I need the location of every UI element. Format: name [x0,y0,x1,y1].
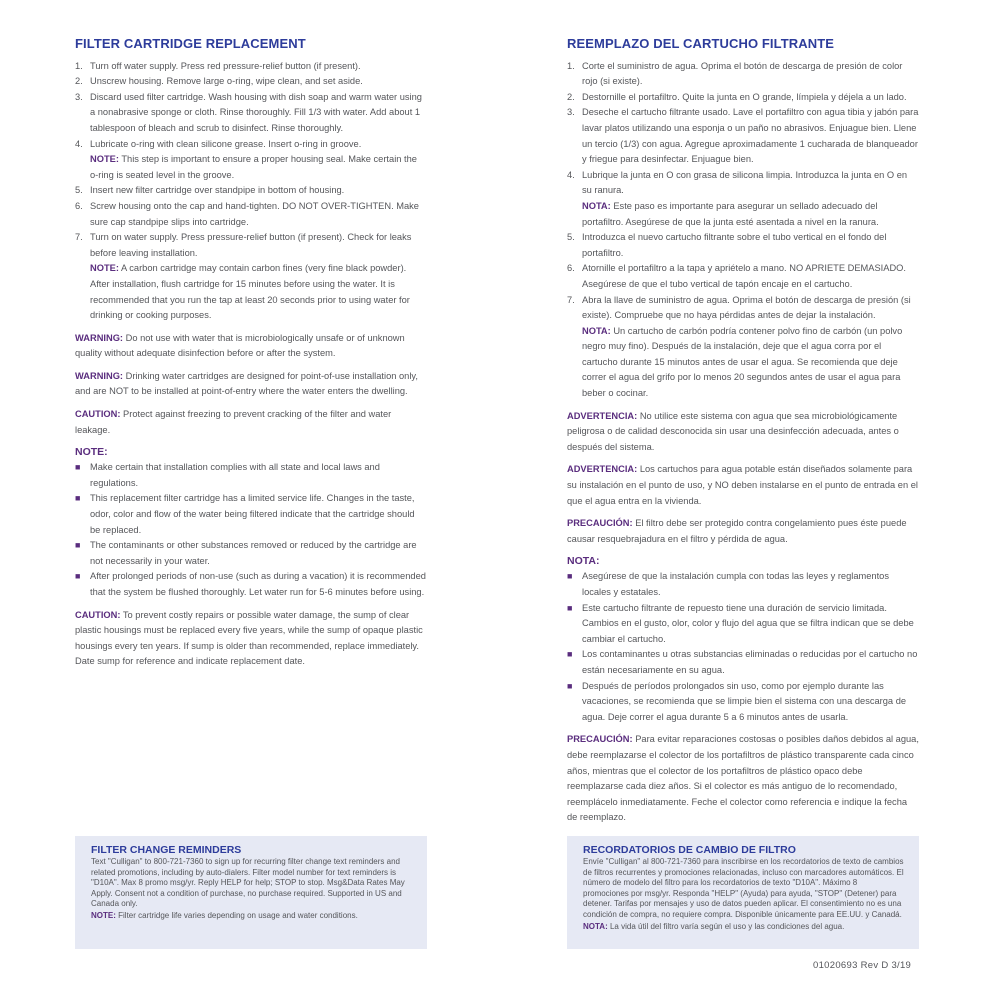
square-bullet-icon: ■ [567,649,573,660]
note-bullet-item: ■ The contaminants or other substances removed or reduced by the cartridge are not necessarily in your water. [75,538,427,569]
warning-paragraph: WARNING: Do not use with water that is microbiologically unsafe or of unknown quality without adequate disinfection before or after the system. [75,332,405,359]
english-notes-list [75,460,427,600]
caution-paragraph: CAUTION: To prevent costly repairs or possible water damage, the sump of clear plastic housings must be replaced every five years, while the sump of opaque plastic housings every ten years. If sump is older than recommended, replace immediately. Date sump for reference and indicate replacement date. [75,609,423,667]
square-bullet-icon: ■ [567,602,573,613]
step-item: 7. Abra la llave de suministro de agua. Oprima el botón de descarga de presión (si existe). Compruebe que no haya pérdidas antes de dejar la instalación. NOTA: Un cartucho de carbón podría contener polvo fino de carbón (un polvo negro muy fino). Después de la instalación, deje que el agua corra por el cartucho durante 15 minutos antes de usar el agua. Se recomienda que deje correr el agua del grifo por lo menos 20 segundos antes de usar el agua para beber o cocinar. [567,294,911,399]
note-bullet-item: ■ After prolonged periods of non-use (such as during a vacation) it is recommended that the system be flushed thoroughly. Let water run for 5-6 minutes before using. [75,569,427,600]
english-column [75,36,427,670]
spanish-title: REEMPLAZO DEL CARTUCHO FILTRANTE [567,36,835,51]
english-steps-list [75,59,427,324]
note-text: Este paso es importante para asegurar un sellado adecuado del portafiltro. Asegúrese de que la junta esté asentada a nivel en la ranura. [582,200,879,227]
reminder-text: Text "Culligan" to 800-721-7360 to sign up for recurring filter change text reminders and related promotions, including by auto-dialers. Filter model number for text reminders is "D10A". Max 8 promo msg/yr. Reply HELP for help; STOP to stop. Msg&Data Rates May Apply. Consent not a condition of purchase, no purchase required. Supported in US and Canada only. [91,857,405,909]
square-bullet-icon: ■ [567,571,573,582]
note-text: Un cartucho de carbón podría contener polvo fino de carbón (un polvo negro muy fino). Después de la instalación, deje que el agua corra por el cartucho durante 15 minutos antes de usar el agua. Se recomienda que deje correr el agua del grifo por lo menos 20 segundos antes de usar el agua para beber o cocinar. [582,325,903,399]
note-heading: NOTE: [75,446,108,459]
square-bullet-icon: ■ [75,540,81,551]
note-text: This step is important to ensure a proper housing seal. Make certain the o-ring is seated level in the groove. [90,154,417,180]
step-item: 1. Turn off water supply. Press red pressure-relief button (if present). [75,60,361,71]
spanish-steps-list [567,59,919,402]
step-item: 6. Atornille el portafiltro a la tapa y apriételo a mano. NO APRIETE DEMASIADO. Asegúrese de que el tubo vertical de tapón encaje en el cartucho. [567,263,906,289]
step-text: Turn on water supply. Press pressure-relief button (if present). Check for leaks before leaving installation. [90,232,412,258]
note-bullet-item: ■ Después de períodos prolongados sin uso, como por ejemplo durante las vacaciones, se recomienda que se limpie bien el sistema con una descarga de agua. Deje correr el agua durante 5 a 6 minutos antes de usarla. [567,679,919,726]
english-reminder-box [75,836,427,949]
warning-paragraph: ADVERTENCIA: Los cartuchos para agua potable están diseñados solamente para su instalación en el punto de uso, y NO deben instalarse en el punto de entrada en el que el agua entra en la vivienda. [567,464,918,506]
note-bullet-item: ■ Make certain that installation complies with all state and local laws and regulations. [75,460,427,491]
step-item: 7. Turn on water supply. Press pressure-relief button (if present). Check for leaks before leaving installation. NOTE: A carbon cartridge may contain carbon fines (very fine black powder). After installation, flush cartridge for 15 minutes before using the water. It is recommended that you run the tap at least 20 seconds prior to using water for drinking or cooking purposes. [75,232,412,321]
reminder-note: NOTA: La vida útil del filtro varía según el uso y las condiciones del agua. [583,921,845,931]
square-bullet-icon: ■ [75,571,81,582]
step-item: 6. Screw housing onto the cap and hand-tighten. DO NOT OVER-TIGHTEN. Make sure cap standpipe slips into cartridge. [75,200,419,227]
caution-paragraph: CAUTION: Protect against freezing to prevent cracking of the filter and water leakage. [75,409,392,435]
warning-paragraph: ADVERTENCIA: No utilice este sistema con agua que sea microbiológicamente peligrosa o de calidad desconocida sin usar una desinfección adecuada, antes o después del sistema. [567,410,899,452]
note-bullet-item: ■ Este cartucho filtrante de repuesto tiene una duración de servicio limitada. Cambios en el gusto, olor, color y flujo del agua que se filtra indican que se debe cambiar el cartucho. [567,601,919,648]
note-bullet-item: ■ This replacement filter cartridge has a limited service life. Changes in the taste, odor, color and flow of the water being filtered indicate that the cartridge should be replaced. [75,491,427,538]
reminder-title: RECORDATORIOS DE CAMBIO DE FILTRO [583,844,796,856]
spanish-notes-list [567,569,919,725]
step-item: 3. Discard used filter cartridge. Wash housing with dish soap and warm water using a nonabrasive sponge or cloth. Rinse thoroughly. Fill 1/3 with water. Add about 1 tablespoon of bleach and scrub to disinfect. Rinse thoroughly. [75,91,422,133]
caution-paragraph: PRECAUCIÓN: El filtro debe ser protegido contra congelamiento pues éste puede causar resquebrajadura en el filtro y pérdida de agua. [567,518,907,544]
warning-paragraph: WARNING: Drinking water cartridges are designed for point-of-use installation only, and are NOT to be installed at point-of-entry where the water enters the dwelling. [75,370,418,397]
step-text: Lubricate o-ring with clean silicone grease. Insert o-ring in groove. [90,138,362,149]
note-label: NOTA: [582,200,611,211]
spanish-column [567,36,919,826]
document-code: 01020693 Rev D 3/19 [813,960,912,971]
note-heading: NOTA: [567,555,600,568]
step-item: 4. Lubrique la junta en O con grasa de silicona limpia. Introduzca la junta en O en su ranura. NOTA: Este paso es importante para asegurar un sellado adecuado del portafiltro. Asegúrese de que la junta esté asentada a nivel en la ranura. [567,169,908,227]
square-bullet-icon: ■ [75,493,81,504]
note-label: NOTA: [582,325,611,336]
note-label: NOTE: [90,154,119,165]
step-item: 2. Destornille el portafiltro. Quite la junta en O grande, límpiela y déjela a un lado. [567,91,907,102]
step-text: Abra la llave de suministro de agua. Oprima el botón de descarga de presión (si existe). Compruebe que no haya pérdidas antes de dejar la instalación. [582,294,911,321]
square-bullet-icon: ■ [75,462,81,473]
step-item: 3. Deseche el cartucho filtrante usado. Lave el portafiltro con agua tibia y jabón para lavar platos utilizando una esponja o un paño no abrasivos. Enjuague bien. Llene un tercio (1/3) con agua. Agregue aproximadamente 1 cucharada de blanqueador y friegue para desinfectar. Enjuague bien. [567,107,919,165]
note-label: NOTE: [90,263,119,274]
step-item: 5. Introduzca el nuevo cartucho filtrante sobre el tubo vertical en el fondo del portafiltro. [567,232,887,258]
note-bullet-item: ■ Asegúrese de que la instalación cumpla con todas las leyes y reglamentos locales y estatales. [567,569,919,600]
square-bullet-icon: ■ [567,680,573,691]
step-item: 4. Lubricate o-ring with clean silicone grease. Insert o-ring in groove. NOTE: This step is important to ensure a proper housing seal. Make certain the o-ring is seated level in the groove. [75,138,417,180]
step-text: Lubrique la junta en O con grasa de silicona limpia. Introduzca la junta en O en su ranura. [582,169,908,196]
spanish-reminder-box [567,836,919,949]
step-item: 5. Insert new filter cartridge over standpipe in bottom of housing. [75,185,345,196]
reminder-title: FILTER CHANGE REMINDERS [91,844,242,856]
reminder-text: Envíe "Culligan" al 800-721-7360 para inscribirse en los recordatorios de texto de cambios de filtros recurrentes y promociones relacionadas, incluso con marcadores automáticos. El número de modelo del filtro para los recordatorios de texto "D10A". Máximo 8 promociones por msg/yr. Responda "HELP" (Ayuda) para ayuda, "STOP" (Detener) para detener. Tarifas por mensajes y uso de datos pueden aplicar. El consentimiento no es una condición de compra, no requiere compra. Disponible únicamente para EE.UU. y Canadá. [583,857,904,919]
note-text: A carbon cartridge may contain carbon fines (very fine black powder). After installation, flush cartridge for 15 minutes before using the water. It is recommended that you run the tap at least 20 seconds prior to using water for drinking or cooking purposes. [90,263,410,321]
step-item: 2. Unscrew housing. Remove large o-ring, wipe clean, and set aside. [75,76,363,87]
caution-paragraph: PRECAUCIÓN: Para evitar reparaciones costosas o posibles daños debidos al agua, debe reemplazarse el colector de los portafiltros de plástico transparente cada cinco años, mientras que el colector de los portafiltros de plástico opaco debe reemplazarse cada diez años. Si el colector es más antiguo de lo recomendado, reemplácelo inmediatamente. Feche el colector como referencia e indique la fecha de reemplazo. [567,734,919,823]
step-item: 1. Corte el suministro de agua. Oprima el botón de descarga de presión de color rojo (si existe). [567,60,903,87]
english-title: FILTER CARTRIDGE REPLACEMENT [75,36,306,51]
reminder-note: NOTE: Filter cartridge life varies depending on usage and water conditions. [91,910,358,920]
note-bullet-item: ■ Los contaminantes u otras substancias eliminadas o reducidas por el cartucho no están necesariamente en su agua. [567,647,919,678]
